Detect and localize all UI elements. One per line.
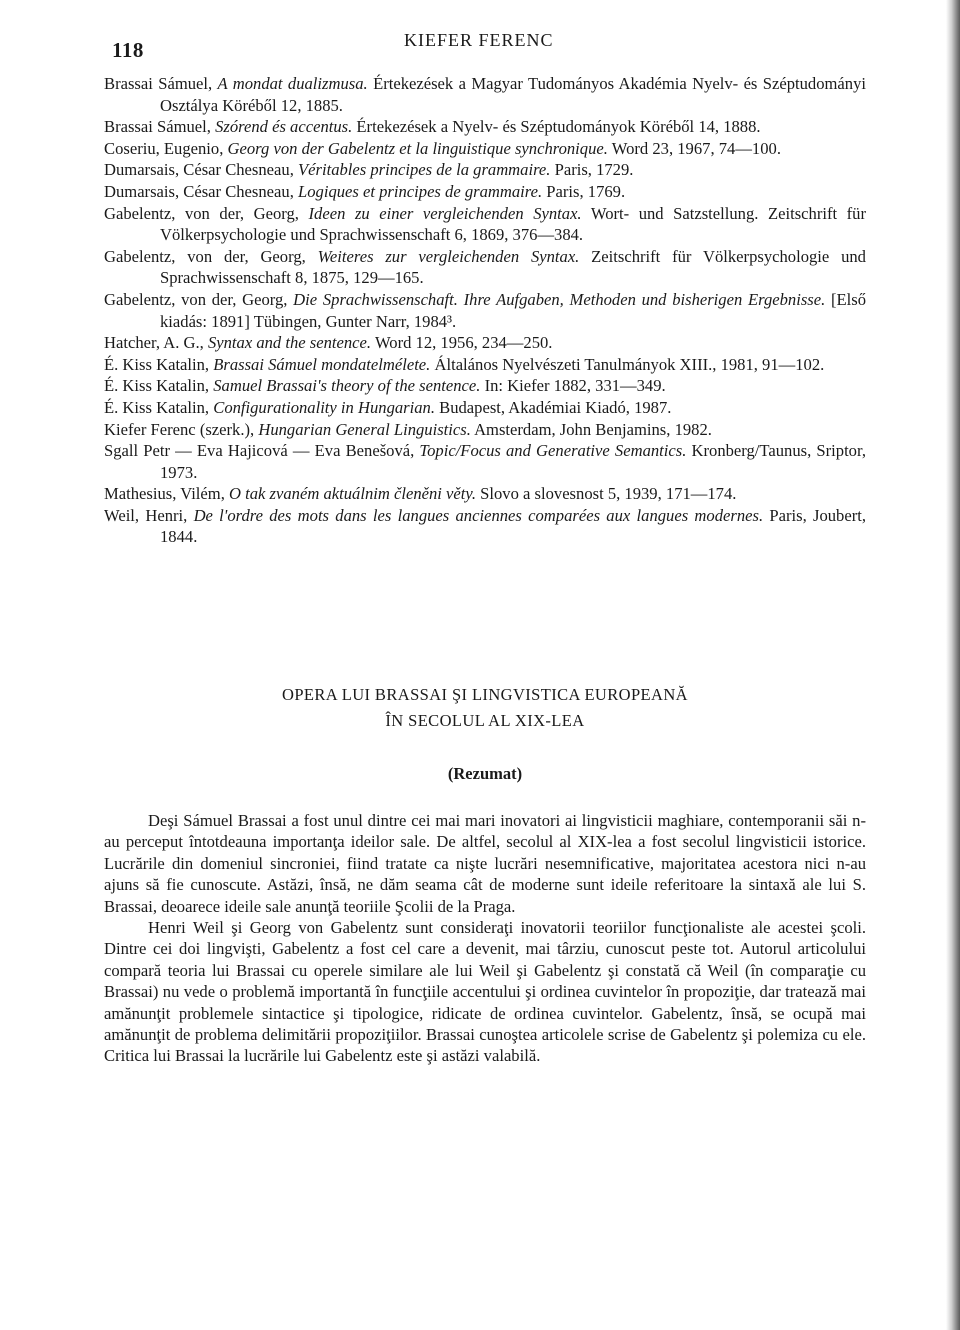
reference-entry: [104, 505, 866, 548]
ref-title: Ideen zu einer vergleichenden Syntax.: [308, 203, 582, 223]
ref-title: Die Sprachwissenschaft. Ihre Aufgaben, Methoden und bisherigen Ergebnisse.: [293, 289, 826, 309]
ref-source: Zeitschrift für Völkerpsychologie und Sprachwissenschaft 8, 1875, 129—165.: [160, 246, 866, 288]
reference-entry: [104, 419, 866, 441]
ref-title: Configurationality in Hungarian.: [213, 397, 435, 417]
ref-author: Hatcher, A. G.,: [104, 333, 204, 353]
reference-entry: [104, 332, 866, 354]
ref-source: Word 12, 1956, 234—250.: [374, 333, 553, 353]
ref-source: Word 23, 1967, 74—100.: [611, 138, 781, 158]
reference-entry: [104, 397, 866, 419]
ref-source: Általános Nyelvészeti Tanulmányok XIII., 1981, 91—102.: [434, 354, 825, 374]
reference-entry: [104, 159, 866, 181]
ref-source: Budapest, Akadémiai Kiadó, 1987.: [439, 397, 672, 417]
ref-author: Brassai Sámuel,: [104, 74, 213, 93]
summary-section: [104, 682, 866, 1067]
ref-title: Topic/Focus and Generative Semantics.: [419, 441, 687, 461]
summary-title-line-2: ÎN SECOLUL AL XIX-LEA: [385, 711, 585, 730]
reference-entry: [104, 116, 866, 138]
ref-source: In: Kiefer 1882, 331—349.: [484, 376, 666, 396]
ref-source: Értekezések a Nyelv- és Széptudományok Köréből 14, 1888.: [356, 117, 761, 137]
ref-source: Paris, Joubert, 1844.: [160, 505, 867, 547]
reference-list: [104, 73, 866, 548]
ref-title: De l'ordre des mots dans les langues anciennes comparées aux langues modernes.: [193, 505, 764, 525]
ref-author: Dumarsais, César Chesneau,: [104, 160, 294, 180]
ref-title: Hungarian General Linguistics.: [258, 419, 471, 439]
ref-source: [Első kiadás: 1891] Tübingen, Gunter Narr, 1984³.: [160, 289, 866, 331]
ref-author: Weil, Henri,: [104, 505, 188, 525]
ref-author: É. Kiss Katalin,: [104, 354, 210, 374]
ref-source: Wort- und Satzstellung. Zeitschrift für Völkerpsychologie und Sprachwissenschaft 6, 1869, 376—384.: [160, 203, 866, 245]
reference-entry: [104, 483, 866, 505]
ref-author: Gabelentz, von der, Georg,: [104, 289, 288, 309]
summary-subtitle: (Rezumat): [447, 764, 523, 783]
page-number: 118: [112, 38, 144, 62]
reference-entry: [104, 181, 866, 203]
reference-entry: [104, 440, 866, 483]
ref-title: Véritables principes de la grammaire.: [298, 160, 551, 180]
ref-source: Slovo a slovesnost 5, 1939, 171—174.: [480, 484, 737, 504]
ref-title: Samuel Brassai's theory of the sentence.: [213, 376, 481, 396]
ref-source: Paris, 1729.: [554, 160, 634, 180]
ref-title: Szórend és accentus.: [215, 117, 353, 137]
ref-title: O tak zvaném aktuálnim členěni věty.: [229, 484, 476, 504]
ref-title: Syntax and the sentence.: [207, 333, 372, 353]
running-title: KIEFER FERENC: [404, 30, 554, 50]
reference-entry: [104, 289, 866, 332]
ref-title: Weiteres zur vergleichenden Syntax.: [317, 246, 580, 266]
ref-title: Georg von der Gabelentz et la linguistique synchronique.: [227, 138, 608, 158]
reference-entry: [104, 375, 866, 397]
ref-source: Amsterdam, John Benjamins, 1982.: [474, 419, 712, 439]
summary-paragraph: Henri Weil şi Georg von Gabelentz sunt consideraţi inovatorii teoriilor funcţionaliste ale acestei şcoli. Dintre cei doi lingvişti, Gabelentz a fost cel care a devenit, mai târziu, cunoscut peste tot. Autorul articolului compară teoria lui Brassai cu operele similare ale lui Weil şi Gabelentz şi constată că Weil (în comparaţie cu Brassai) nu vede o problemă importantă în funcţiile accentului şi ordinea cuvintelor în propoziţie, dar tratează mai amănunţit problemele sintactice şi tipologice, ridicate de ordinea cuvintelor. Gabelentz, însă, se ocupă mai amănunţit de problema delimitării propoziţiilor. Brassai cunoştea articolele scrise de Gabelentz şi polemiza cu ele. Critica lui Brassai la lucrările lui Gabelentz este şi astăzi valabilă.: [104, 918, 866, 1066]
ref-author: Mathesius, Vilém,: [104, 484, 225, 504]
ref-author: É. Kiss Katalin,: [104, 397, 210, 417]
reference-entry: [104, 203, 866, 246]
ref-title: A mondat dualizmusa.: [217, 74, 368, 93]
ref-author: Coseriu, Eugenio,: [104, 138, 224, 158]
ref-author: Gabelentz, von der, Georg,: [104, 246, 306, 266]
summary-paragraph: Deşi Sámuel Brassai a fost unul dintre cei mai mari inovatori ai lingvisticii maghiare, contemporanii săi n-au perceput întotdeauna importanţa ideilor sale. De altfel, secolul al XIX-lea a fost secolul lingvisticii istorice. Lucrările din domeniul sincroniei, fiind tratate ca nişte lucrări nesemnificative, majoritatea acestora nici n-au ajuns să fie cunoscute. Astăzi, însă, ne dăm seama cât de moderne sunt ideile referitoare la sintaxă ale lui S. Brassai, deoarece ideile sale anunţă teoriile Şcolii de la Praga.: [104, 811, 866, 916]
ref-author: É. Kiss Katalin,: [104, 376, 210, 396]
reference-entry: [104, 354, 866, 376]
ref-author: Gabelentz, von der, Georg,: [104, 203, 299, 223]
ref-author: Sgall Petr — Eva Hajicová — Eva Benešová,: [104, 441, 415, 461]
ref-source: Értekezések a Magyar Tudományos Akadémia Nyelv- és Széptudományi Osztálya Köréből 12, 1885.: [160, 74, 866, 115]
ref-author: Dumarsais, César Chesneau,: [104, 181, 294, 201]
reference-entry: [104, 73, 866, 116]
ref-source: Kronberg/Taunus, Sriptor, 1973.: [160, 441, 866, 482]
ref-title: Brassai Sámuel mondatelmélete.: [213, 354, 431, 374]
page-edge-shadow: [946, 0, 960, 1330]
ref-title: Logiques et principes de grammaire.: [298, 181, 543, 201]
page-header: [112, 28, 872, 62]
ref-source: Paris, 1769.: [546, 181, 626, 201]
ref-author: Brassai Sámuel,: [104, 117, 211, 137]
reference-entry: [104, 138, 866, 160]
summary-title-line-1: OPERA LUI BRASSAI ŞI LINGVISTICA EUROPEANĂ: [282, 685, 688, 704]
reference-entry: [104, 246, 866, 289]
ref-author: Kiefer Ferenc (szerk.),: [104, 419, 255, 439]
